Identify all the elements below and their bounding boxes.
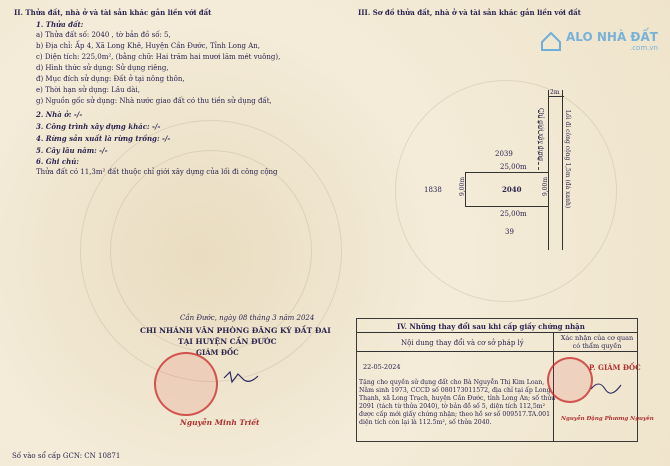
house-logo-icon	[540, 30, 562, 52]
signer-role: GIÁM ĐỐC	[196, 348, 239, 357]
confirm-seal	[547, 357, 593, 403]
dim-bottom: 25,00m	[500, 210, 527, 218]
house-line: 2. Nhà ở: -/-	[36, 110, 83, 119]
land-line: b) Địa chỉ: Ấp 4, Xã Long Khê, Huyện Cần Đước, Tỉnh Long An,	[36, 42, 261, 50]
parcel-bottom-number: 39	[505, 228, 514, 236]
changes-title: IV. Những thay đổi sau khi cấp giấy chứng nhận	[397, 322, 585, 331]
change-line: Năm sinh 1973, CCCD số 080173011572, địa chỉ tại ấp Long	[359, 387, 551, 394]
section-ii-title: II. Thửa đất, nhà ở và tài sản khác gắn liền với đất	[14, 8, 212, 17]
land-line: g) Nguồn gốc sử dụng: Nhà nước giao đất có thu tiền sử dụng đất,	[36, 97, 272, 105]
section-iii-title: III. Sơ đồ thửa đất, nhà ở và tài sản khác gắn liền với đất	[358, 8, 581, 17]
road-width-label: 2m	[550, 89, 560, 96]
notes-text: Thửa đất có 11,3m² đất thuộc chỉ giới xây dựng của lối đi công cộng	[36, 168, 278, 176]
perennial-line: 5. Cây lâu năm: -/-	[36, 146, 108, 155]
parcel-top-number: 2039	[495, 150, 513, 158]
official-seal	[154, 352, 218, 416]
land-line: a) Thửa đất số: 2040 , tờ bản đồ số: 5,	[36, 31, 171, 39]
signature-right	[589, 377, 629, 395]
land-line: d) Hình thức sử dụng: Sử dụng riêng,	[36, 64, 169, 72]
change-line: Thạnh, xã Long Trạch, huyện Cần Đước, tỉnh Long An; số thửa	[359, 395, 556, 402]
notes-heading: 6. Ghi chú:	[36, 157, 79, 166]
dim-left: 9,00m	[459, 176, 466, 196]
forest-line: 4. Rừng sản xuất là rừng trồng: -/-	[36, 134, 171, 143]
boundary-label: Chỉ giới xây dựng	[537, 108, 544, 162]
construction-line: 3. Công trình xây dựng khác: -/-	[36, 122, 161, 131]
change-line: 2091 (tách từ thửa 2040), tờ bản đồ số 5, diện tích 112,5m²	[359, 403, 546, 410]
table-divider	[357, 332, 637, 333]
signer-name: Nguyễn Minh Triết	[180, 418, 260, 427]
changes-table	[356, 318, 654, 442]
watermark-brand: ALO NHÀ ĐẤT	[566, 30, 658, 44]
change-line: diện tích còn lại là 112.5m², số thửa 2040.	[359, 419, 492, 426]
confirm-signer: Nguyễn Đặng Phương Nguyên	[561, 416, 654, 422]
parcel-left-number: 1838	[424, 186, 442, 194]
land-line: đ) Mục đích sử dụng: Đất ở tại nông thôn,	[36, 75, 185, 83]
agency-name: CHI NHÁNH VĂN PHÒNG ĐĂNG KÝ ĐẤT ĐAI	[140, 326, 331, 335]
dim-right: 9,00m	[542, 176, 549, 196]
road-label: Lối đi công cộng 1,5m (đá xanh)	[564, 110, 571, 209]
signature-left	[222, 368, 262, 386]
land-heading: 1. Thửa đất:	[36, 20, 84, 29]
change-date: 22-05-2024	[363, 363, 401, 371]
col-header-changes: Nội dung thay đổi và cơ sở pháp lý	[401, 339, 524, 347]
change-line: Tặng cho quyền sử dụng đất cho Bà Nguyễn Thị Kim Loan,	[359, 379, 545, 386]
plot-top-edge	[465, 172, 549, 173]
change-line: được cấp mới giấy chứng nhận; theo hồ sơ số 009517.TA.001	[359, 411, 551, 418]
dim-top: 25,00m	[500, 163, 527, 171]
watermark	[540, 30, 658, 52]
land-line: e) Thời hạn sử dụng: Lâu dài,	[36, 86, 140, 94]
confirm-role: P. GIÁM ĐỐC	[589, 363, 641, 372]
plot-bottom-edge	[465, 206, 549, 207]
agency-district: TẠI HUYỆN CẦN ĐƯỚC	[178, 337, 277, 346]
signing-date: Cần Đước, ngày 08 tháng 3 năm 2024	[180, 314, 315, 322]
col-header-confirm: Xác nhận của cơ quan có thẩm quyền	[560, 334, 634, 350]
gcn-serial: Số vào sổ cấp GCN: CN 10871	[12, 452, 121, 460]
road-edge-left	[548, 90, 549, 250]
parcel-main-number: 2040	[502, 185, 522, 194]
watermark-domain: .com.vn	[629, 44, 658, 52]
table-header-divider	[357, 351, 637, 352]
land-line: c) Diện tích: 225,0m², (bằng chữ: Hai trăm hai mươi lăm mét vuông),	[36, 53, 281, 61]
